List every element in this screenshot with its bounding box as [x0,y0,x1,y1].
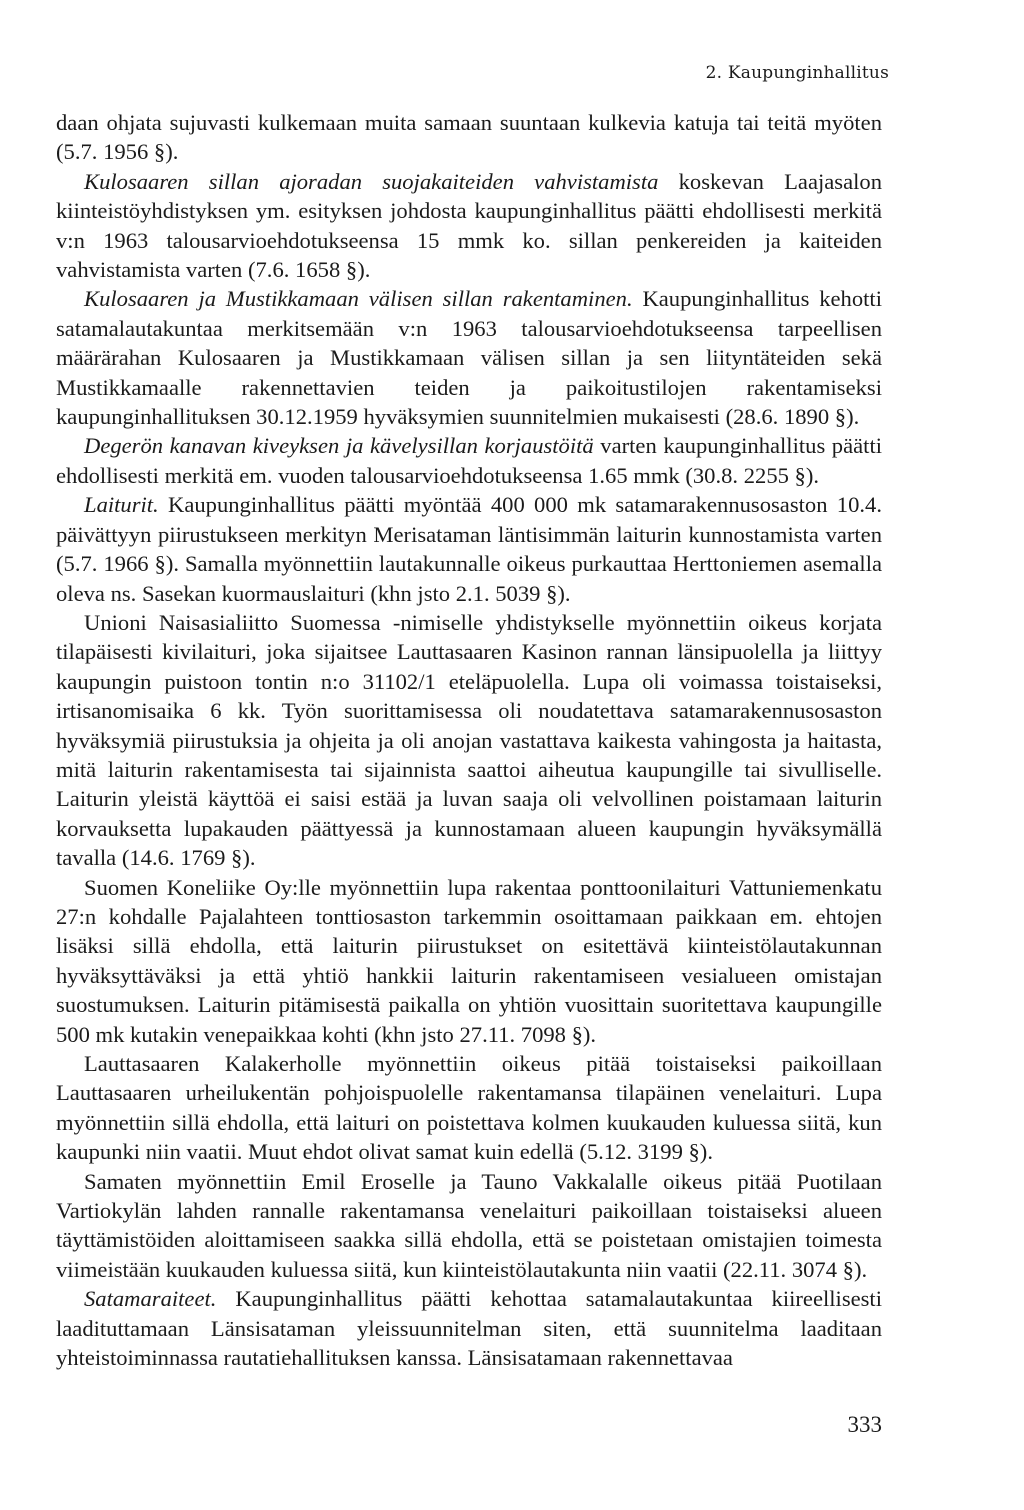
paragraph-4-text: varten kaupunginhallitus päätti ehdollisesti merkitä em. vuoden talousarvioehdotukseensa 1.65 mmk (30.8. 2255 §). [56,433,882,488]
paragraph-6-text: Unioni Naisasialiitto Suomessa -nimiselle yhdistykselle myönnettiin oikeus korjata tilapäisesti kivilaituri, joka sijaitsee Lauttasaaren Kasinon rannan länsipuolella ja liittyy kaupungin puistoon tontin n:o 31102/1 eteläpuolella. Lupa oli voimassa toistaiseksi, irtisanomisaika 6 kk. Työn suorittamisessa oli noudatettava satamarakennusosaston hyväksymiä piirustuksia ja ohjeita ja oli anojan vastattava kaikesta vahingosta ja haitasta, mitä laiturin rakentamisesta tai sijainnista saattoi aiheutua kaupungille tai sivulliselle. Laiturin yleistä käyttöä ei saisi estää ja luvan saaja oli velvollinen poistamaan laiturin korvauksetta lupakauden päättyessä ja kunnostamaan alueen kaupungin hyväksymällä tavalla (14.6. 1769 §). [56,609,882,871]
paragraph-8 [56,1049,882,1167]
paragraph-2-text: koskevan Laajasalon kiinteistöyhdistyksen ym. esityksen johdosta kaupunginhallitus päätti ehdollisesti merkitä v:n 1963 talousarvioehdotukseensa 15 mmk ko. sillan penkereiden ja kaiteiden vahvistamista varten (7.6. 1658 §). [56,168,882,283]
paragraph-1 [56,108,882,167]
paragraph-5-text: Kaupunginhallitus päätti myöntää 400 000 mk satamarakennusosaston 10.4. päivättyyn piirustukseen merkityn Merisataman läntisimmän laiturin kunnostamista varten (5.7. 1966 §). Samalla myönnettiin lautakunnalle oikeus purkauttaa Herttoniemen asemalla oleva ns. Sasekan kuormauslaituri (khn jsto 2.1. 5039 §). [56,492,882,606]
paragraph-2-heading: Kulosaaren sillan ajoradan suojakaiteiden vahvistamista [84,168,659,194]
paragraph-10-text: Kaupunginhallitus päätti kehottaa satamalautakuntaa kiireellisesti laadituttamaan Länsisataman yleissuunnitelman siten, että suunnitelma laaditaan yhteistoiminnassa rautatiehallituksen kanssa. Länsisatamaan rakennettavaa [56,1286,882,1371]
paragraph-7-text: Suomen Koneliike Oy:lle myönnettiin lupa rakentaa ponttoonilaituri Vattuniemenkatu 27:n kohdalle Pajalahteen tonttiosaston tarkemmin osoittamaan paikkaan em. ehtojen lisäksi sillä ehdolla, että laiturin piirustukset on esitettävä kiinteistölautakunnan hyväksyttäväksi ja että yhtiö hankkii laiturin rakentamiseen vesialueen omistajan suostumuksen. Laiturin pitämisestä paikalla on yhtiön vuosittain suoritettava kaupungille 500 mk kutakin venepaikkaa kohti (khn jsto 27.11. 7098 §). [56,874,882,1047]
paragraph-3-heading: Kulosaaren ja Mustikkamaan välisen sillan rakentaminen. [84,286,633,312]
paragraph-10-heading: Satamaraiteet. [84,1286,217,1312]
paragraph-10 [56,1284,882,1372]
paragraph-4-heading: Degerön kanavan kiveyksen ja kävelysillan korjaustöitä [84,433,594,459]
paragraph-2 [56,167,882,285]
paragraph-3 [56,284,882,431]
paragraph-9-text: Samaten myönnettiin Emil Eroselle ja Tauno Vakkalalle oikeus pitää Puotilaan Vartiokylän lahden rannalle rakentamansa venelaituri paikoillaan toistaiseksi alueen täyttämistöiden aloittamiseen saakka sillä ehdolla, että se poistetaan omistajien toimesta viimeistään kuukauden kuluessa siitä, kun kiinteistölautakunta niin vaatii (22.11. 3074 §). [56,1168,882,1282]
paragraph-5-heading: Laiturit. [84,492,159,518]
paragraph-3-text: Kaupunginhallitus kehotti satamalautakuntaa merkitsemään v:n 1963 talousarvioehdotukseensa tarpeellisen määrärahan Kulosaaren ja Mustikkamaan välisen sillan ja sen liityntäteiden sekä Mustikkamaalle rakennettavien teiden ja paikoitustilojen rakentamiseksi kaupunginhallituksen 30.12.1959 hyväksymien suunnitelmien mukaisesti (28.6. 1890 §). [56,286,882,430]
paragraph-6 [56,608,882,873]
page-number: 333 [847,1412,882,1437]
paragraph-9 [56,1167,882,1285]
paragraph-8-text: Lauttasaaren Kalakerholle myönnettiin oikeus pitää toistaiseksi paikoillaan Lauttasaaren urheilukentän pohjoispuolelle rakentamansa tilapäinen venelaituri. Lupa myönnettiin sillä ehdolla, että laituri on poistettava kolmen kuukauden kuluessa siitä, kun kaupunki niin vaatii. Muut ehdot olivat samat kuin edellä (5.12. 3199 §). [56,1051,882,1165]
paragraph-7 [56,873,882,1049]
paragraph-5 [56,490,882,608]
paragraph-4 [56,431,882,490]
running-header: 2. Kaupunginhallitus [705,63,889,83]
paragraph-1-text: daan ohjata sujuvasti kulkemaan muita samaan suuntaan kulkevia katuja tai teitä myöten (5.7. 1956 §). [56,110,882,165]
body-text [56,108,882,1372]
